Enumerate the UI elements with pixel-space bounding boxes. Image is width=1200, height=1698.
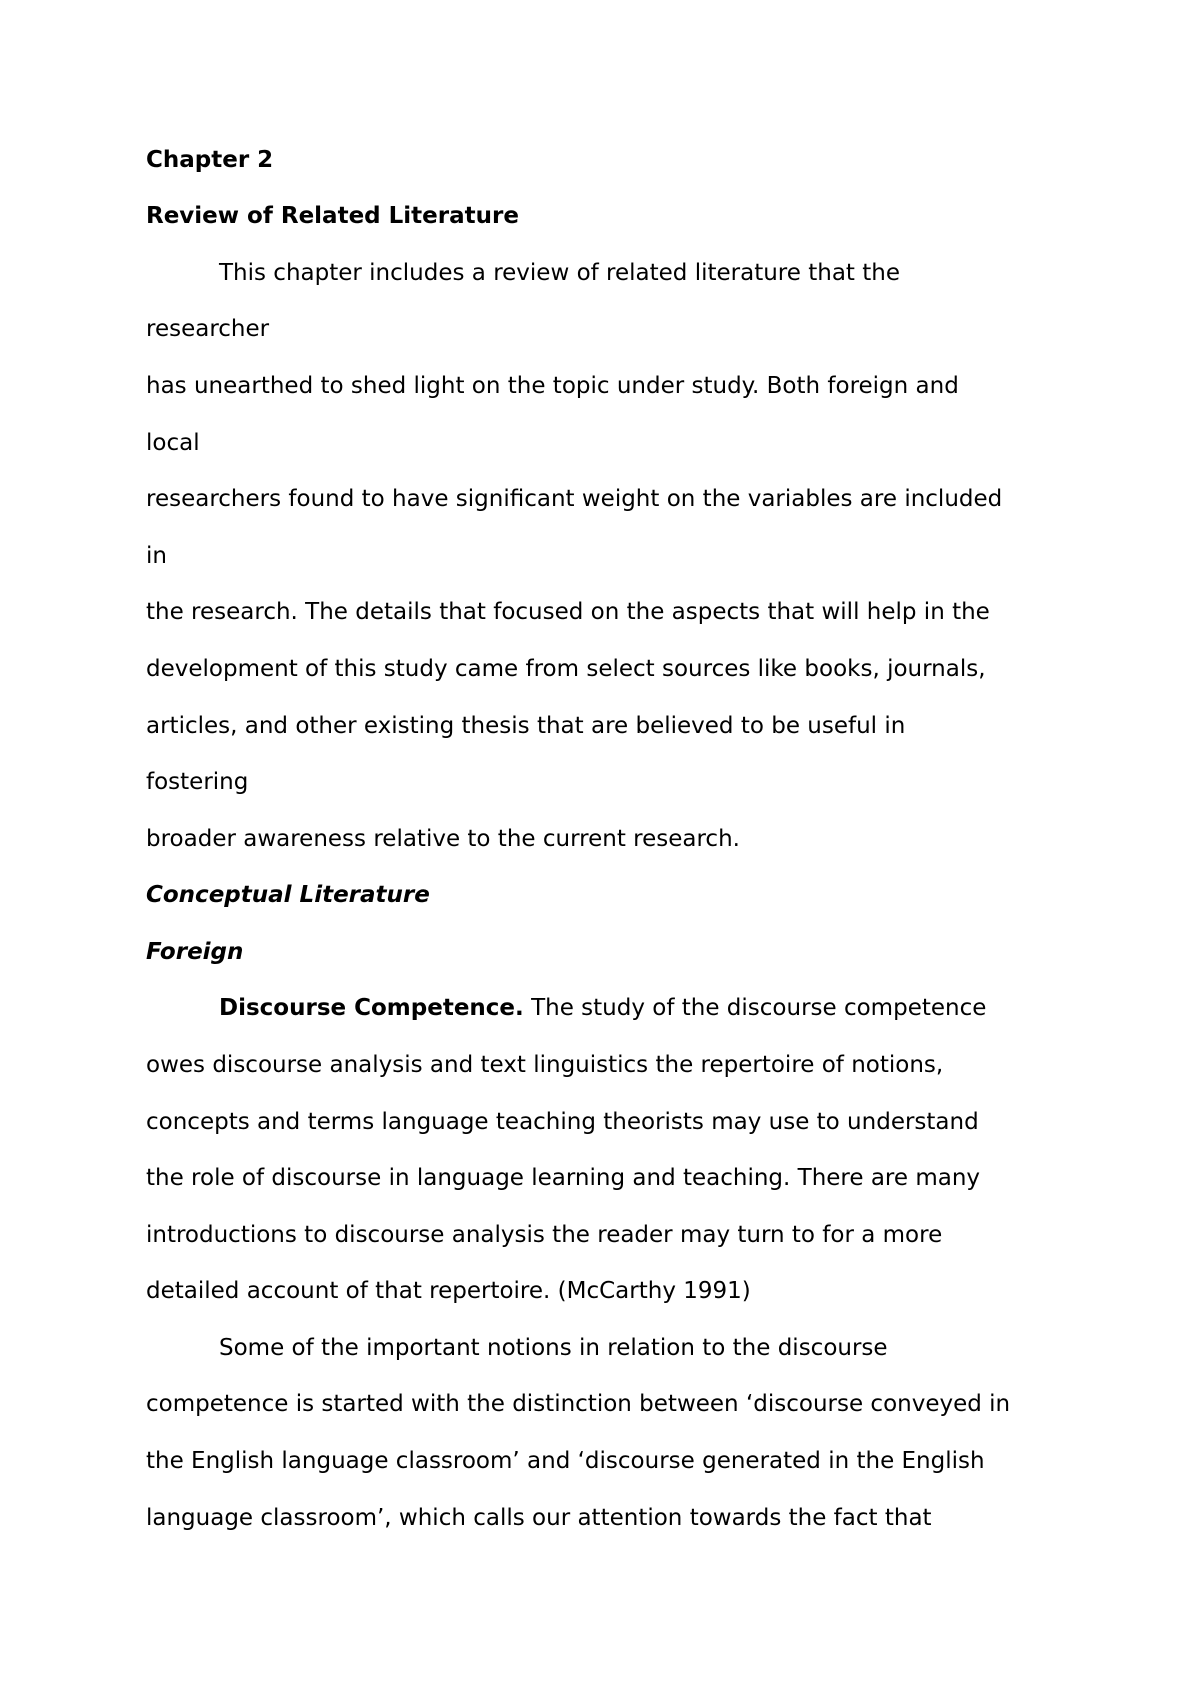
body-line: the research. The details that focused on the aspects that will help in the <box>146 599 990 625</box>
body-line: has unearthed to shed light on the topic under study. Both foreign and <box>146 373 959 399</box>
run-in-heading: Discourse Competence. <box>219 995 524 1021</box>
body-line: articles, and other existing thesis that are believed to be useful in <box>146 713 906 739</box>
body-line: concepts and terms language teaching theorists may use to understand <box>146 1109 979 1135</box>
chapter-label: Chapter 2 <box>146 147 274 173</box>
paragraph-first-line <box>219 993 986 1023</box>
chapter-title: Review of Related Literature <box>146 203 519 229</box>
body-line: the role of discourse in language learning and teaching. There are many <box>146 1165 981 1191</box>
body-line: This chapter includes a review of related literature that the <box>219 260 900 286</box>
body-line: researcher <box>146 316 270 342</box>
body-line: broader awareness relative to the current research. <box>146 826 740 852</box>
body-line: local <box>146 430 200 456</box>
subsection-heading: Foreign <box>146 939 244 965</box>
body-line: introductions to discourse analysis the reader may turn to for a more <box>146 1222 943 1248</box>
body-line: language classroom’, which calls our attention towards the fact that <box>146 1505 932 1531</box>
body-line: development of this study came from select sources like books, journals, <box>146 656 986 682</box>
run-in-text: The study of the discourse competence <box>523 995 987 1021</box>
body-line: competence is started with the distinction between ‘discourse conveyed in <box>146 1391 1011 1417</box>
body-line: fostering <box>146 769 249 795</box>
body-line: the English language classroom’ and ‘discourse generated in the English <box>146 1448 985 1474</box>
body-line: in <box>146 543 167 569</box>
body-line: Some of the important notions in relation to the discourse <box>219 1335 888 1361</box>
body-line: detailed account of that repertoire. (McCarthy 1991) <box>146 1278 751 1304</box>
body-line: owes discourse analysis and text linguistics the repertoire of notions, <box>146 1052 944 1078</box>
body-line: researchers found to have significant weight on the variables are included <box>146 486 1003 512</box>
section-heading: Conceptual Literature <box>146 882 430 908</box>
